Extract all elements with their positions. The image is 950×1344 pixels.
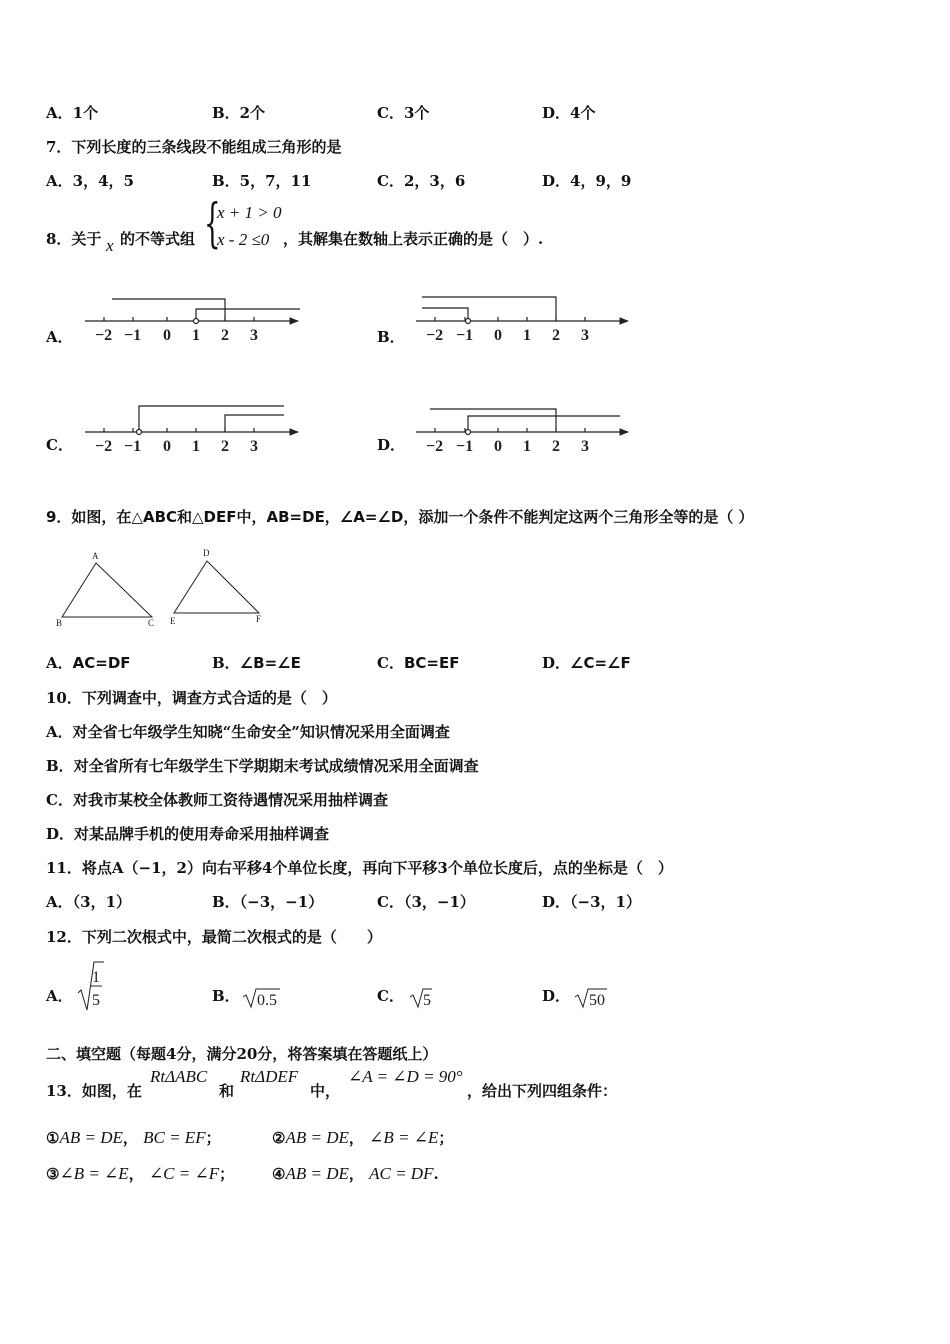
triangle-def <box>174 561 259 613</box>
q13-tri1: RtΔABC <box>150 1067 208 1086</box>
open-point-a <box>194 319 199 324</box>
q11-stem: 11．将点A（−1，2）向右平移4个单位长度，再向下平移3个单位长度后，点的坐标是（ ） <box>46 859 673 877</box>
svg-text:3: 3 <box>250 438 258 455</box>
q6-option-d: D．4个 <box>542 104 596 122</box>
q13-tri2: RtΔDEF <box>240 1067 299 1086</box>
solution-ray-b2 <box>422 308 468 321</box>
q12-radicals <box>70 955 650 1015</box>
q10-option-a: A．对全省七年级学生知晓“生命安全”知识情况采用全面调查 <box>46 723 450 741</box>
numberline-b <box>416 297 628 324</box>
svg-text:3: 3 <box>581 438 589 455</box>
label-e: E <box>170 616 176 626</box>
tick-labels-b <box>426 327 589 344</box>
q12-letter-c: C． <box>377 987 404 1005</box>
solution-ray-c1 <box>139 406 284 432</box>
q13-stem-pre: 13．如图，在 <box>46 1082 142 1100</box>
solution-ray-b1 <box>422 297 556 321</box>
svg-text:2: 2 <box>221 438 229 455</box>
q8-stem-pre: 8．关于 <box>46 230 102 248</box>
q11-option-c: C．（3，−1） <box>377 893 475 911</box>
svg-text:0: 0 <box>494 327 502 344</box>
solution-ray-d2 <box>468 416 620 432</box>
q13-post: ，给出下列四组条件： <box>467 1082 618 1100</box>
q10-stem: 10．下列调查中，调查方式合适的是（ ） <box>46 689 337 707</box>
q10-option-d: D．对某品牌手机的使用寿命采用抽样调查 <box>46 825 330 843</box>
q11-option-d: D．（−3，1） <box>542 893 641 911</box>
svg-text:2: 2 <box>552 327 560 344</box>
open-point-b <box>466 319 471 324</box>
numberline-d <box>416 409 628 435</box>
q8-letter-a: A． <box>46 328 73 346</box>
q13-cond: ∠A = ∠D = 90° <box>348 1067 463 1086</box>
radical-c-radicand: 5 <box>423 992 431 1009</box>
svg-text:3: 3 <box>581 327 589 344</box>
svg-text:−2: −2 <box>95 438 113 455</box>
svg-text:2: 2 <box>221 327 229 344</box>
label-c: C <box>148 618 155 628</box>
svg-text:−2: −2 <box>426 438 444 455</box>
q13-mid: 中， <box>310 1082 341 1100</box>
q11-option-b: B．（−3，−1） <box>212 893 324 911</box>
q12-letter-a: A． <box>46 987 73 1005</box>
q10-option-c: C．对我市某校全体教师工资待遇情况采用抽样调查 <box>46 791 388 809</box>
q8-ineq2: x - 2 ≤0 <box>217 230 270 249</box>
q9-option-c: C．BC=EF <box>377 654 460 672</box>
q7-stem: 7．下列长度的三条线段不能组成三角形的是 <box>46 138 342 156</box>
q8-brace: { <box>204 194 221 254</box>
svg-text:−1: −1 <box>456 438 474 455</box>
q9-stem: 9．如图，在△ABC和△DEF中，AB=DE，∠A=∠D，添加一个条件不能判定这两个三角形全等的是（ ） <box>46 508 754 526</box>
q7-option-d: D．4，9，9 <box>542 172 632 190</box>
q7-option-a: A．3，4，5 <box>46 172 134 190</box>
q8-letter-c: C． <box>46 436 73 454</box>
q9-triangles-figure <box>40 540 280 635</box>
svg-text:0: 0 <box>494 438 502 455</box>
radical-a-numerator: 1 <box>92 969 100 986</box>
q9-option-a: A．AC=DF <box>46 654 131 672</box>
numberline-a <box>85 299 300 324</box>
q8-stem-post: ，其解集在数轴上表示正确的是（ ）. <box>283 230 544 248</box>
tick-labels-c <box>95 438 258 455</box>
label-b: B <box>56 618 63 628</box>
q11-option-a: A．（3，1） <box>46 893 132 911</box>
tick-labels-d <box>426 438 589 455</box>
q7-option-b: B．5，7，11 <box>212 172 312 190</box>
q7-option-c: C．2，3，6 <box>377 172 466 190</box>
svg-text:1: 1 <box>192 438 200 455</box>
q13-and: 和 <box>219 1082 235 1100</box>
q8-var: x <box>106 236 114 255</box>
svg-text:2: 2 <box>552 438 560 455</box>
q6-option-b: B．2个 <box>212 104 266 122</box>
q9-option-b: B．∠B=∠E <box>212 654 301 672</box>
svg-text:3: 3 <box>250 327 258 344</box>
radical-a-denominator: 5 <box>92 992 100 1009</box>
numberline-c <box>85 406 298 435</box>
svg-text:0: 0 <box>163 438 171 455</box>
q8-stem-mid: 的不等式组 <box>120 230 196 248</box>
solution-ray-d1 <box>430 409 556 432</box>
q10-option-b: B．对全省所有七年级学生下学期期末考试成绩情况采用全面调查 <box>46 757 479 775</box>
q9-option-d: D．∠C=∠F <box>542 654 631 672</box>
q6-option-a: A．1个 <box>46 104 99 122</box>
q8-number-lines <box>0 0 950 480</box>
q13-condition-4: ④AB = DE， AC = DF. <box>272 1164 439 1183</box>
q13-condition-3: ③∠B = ∠E， ∠C = ∠F； <box>46 1164 235 1183</box>
svg-text:0: 0 <box>163 327 171 344</box>
q13-condition-1: ①AB = DE， BC = EF； <box>46 1128 221 1147</box>
q6-option-c: C．3个 <box>377 104 430 122</box>
label-f: F <box>256 614 262 624</box>
label-d: D <box>203 548 210 558</box>
section-2-title: 二、填空题（每题4分，满分20分，将答案填在答题纸上） <box>46 1045 438 1063</box>
q12-letter-d: D． <box>542 987 571 1005</box>
open-point-c <box>137 430 142 435</box>
q13-condition-2: ②AB = DE， ∠B = ∠E； <box>272 1128 454 1147</box>
radical-d-radicand: 50 <box>589 992 605 1009</box>
svg-text:−1: −1 <box>456 327 474 344</box>
open-point-d <box>466 430 471 435</box>
q8-letter-b: B． <box>377 328 405 346</box>
q8-ineq1: x + 1 > 0 <box>217 203 282 222</box>
q12-stem: 12．下列二次根式中，最简二次根式的是（ ） <box>46 928 382 946</box>
triangle-abc <box>62 563 152 617</box>
svg-text:1: 1 <box>523 327 531 344</box>
solution-ray-a1 <box>112 299 225 321</box>
svg-text:−2: −2 <box>426 327 444 344</box>
q8-letter-d: D． <box>377 436 406 454</box>
tick-labels-a <box>95 327 258 344</box>
radical-b-radicand: 0.5 <box>257 992 277 1009</box>
svg-text:−1: −1 <box>124 327 142 344</box>
solution-ray-a2 <box>196 309 300 321</box>
svg-text:−2: −2 <box>95 327 113 344</box>
svg-text:−1: −1 <box>124 438 142 455</box>
q12-letter-b: B． <box>212 987 240 1005</box>
svg-text:1: 1 <box>192 327 200 344</box>
label-a: A <box>92 551 99 561</box>
svg-text:1: 1 <box>523 438 531 455</box>
